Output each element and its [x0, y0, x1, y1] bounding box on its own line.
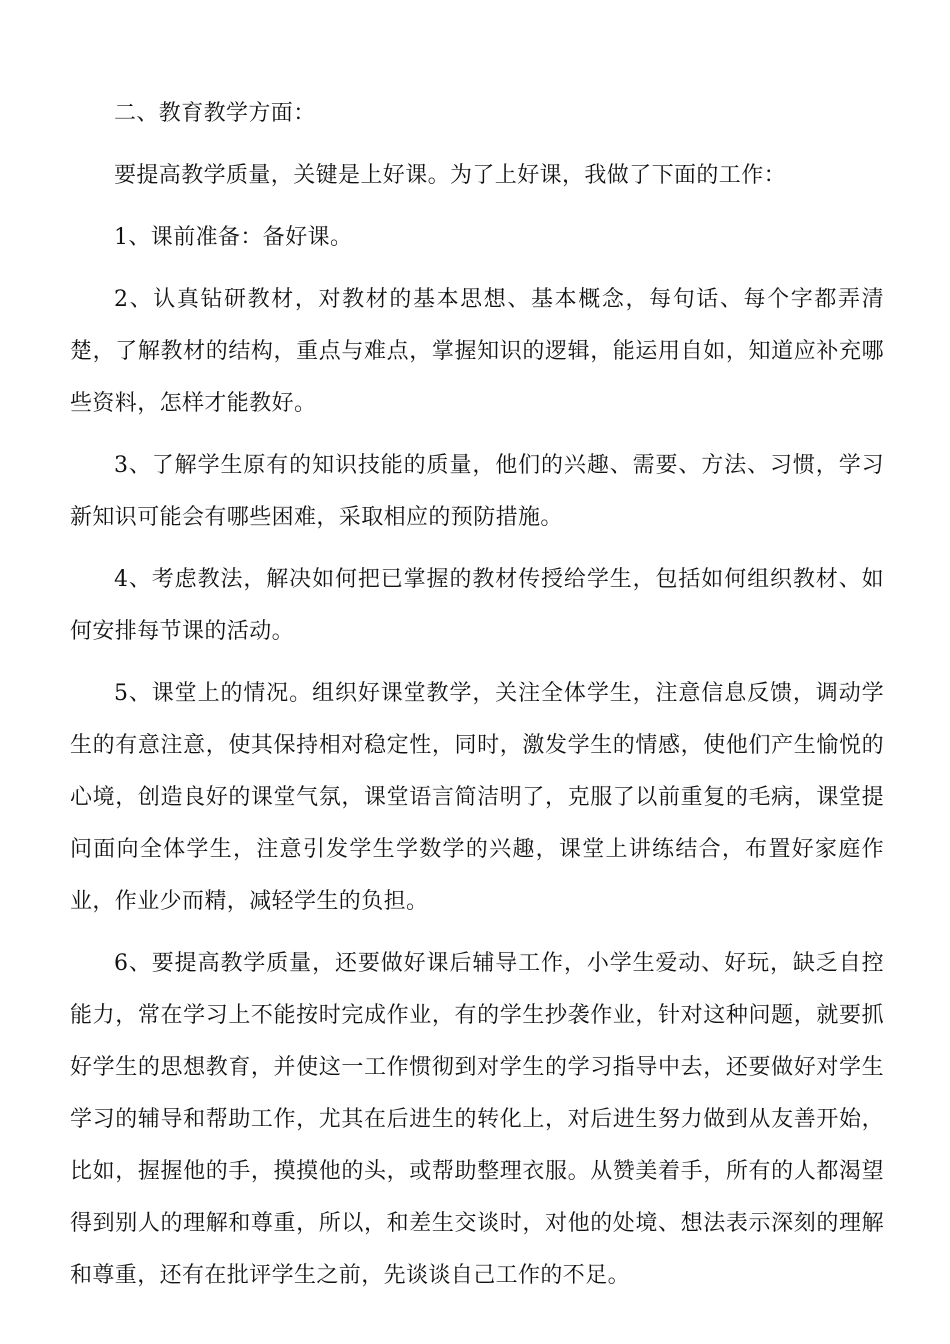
item-4-paragraph: 4、考虑教法，解决如何把已掌握的教材传授给学生，包括如何组织教材、如何安排每节课的活动。	[70, 567, 884, 644]
intro-paragraph: 要提高教学质量，关键是上好课。为了上好课，我做了下面的工作：	[114, 163, 787, 188]
item-2-paragraph: 2、认真钻研教材，对教材的基本思想、基本概念，每句话、每个字都弄清楚，了解教材的结构，重点与难点，掌握知识的逻辑，能运用自如，知道应补充哪些资料，怎样才能教好。	[70, 287, 884, 416]
item-6-paragraph: 6、要提高教学质量，还要做好课后辅导工作，小学生爱动、好玩，缺乏自控能力，常在学习上不能按时完成作业，有的学生抄袭作业，针对这种问题，就要抓好学生的思想教育，并使这一工作惯彻到对学生的学习指导中去，还要做好对学生学习的辅导和帮助工作，尤其在后进生的转化上，对后进生努力做到从友善开始，比如，握握他的手，摸摸他的头，或帮助整理衣服。从赞美着手，所有的人都渴望得到别人的理解和尊重，所以，和差生交谈时，对他的处境、想法表示深刻的理解和尊重，还有在批评学生之前，先谈谈自己工作的不足。	[70, 951, 884, 1288]
section-heading: 二、教育教学方面：	[114, 101, 316, 126]
item-5-paragraph: 5、课堂上的情况。组织好课堂教学，关注全体学生，注意信息反馈，调动学生的有意注意，使其保持相对稳定性，同时，激发学生的情感，使他们产生愉悦的心境，创造良好的课堂气氛，课堂语言简洁明了，克服了以前重复的毛病，课堂提问面向全体学生，注意引发学生学数学的兴趣，课堂上讲练结合，布置好家庭作业，作业少而精，减轻学生的负担。	[70, 681, 884, 914]
item-3-paragraph: 3、了解学生原有的知识技能的质量，他们的兴趣、需要、方法、习惯，学习新知识可能会有哪些困难，采取相应的预防措施。	[70, 453, 884, 530]
document-body	[70, 88, 884, 1312]
item-1-paragraph: 1、课前准备：备好课。	[114, 225, 353, 250]
